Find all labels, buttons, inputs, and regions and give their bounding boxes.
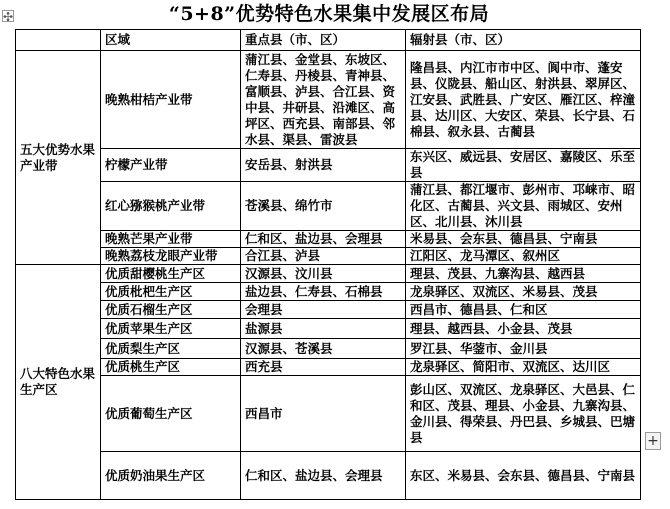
area-cell: 优质枇杷生产区	[101, 283, 241, 301]
key-counties-cell: 安岳县、射洪县	[241, 149, 406, 182]
area-cell: 优质桃生产区	[101, 359, 241, 376]
area-cell: 优质石榴生产区	[101, 301, 241, 319]
table-row	[16, 283, 641, 301]
radiating-counties-cell: 东兴区、威远县、安居区、嘉陵区、乐至县	[406, 149, 641, 182]
layout-table	[15, 29, 641, 500]
area-cell: 红心猕猴桃产业带	[101, 182, 241, 231]
table-row	[16, 376, 641, 452]
table-row	[16, 319, 641, 339]
table-row	[16, 339, 641, 359]
header-radiating-counties: 辐射县（市、区）	[406, 30, 641, 51]
radiating-counties-cell: 东区、米易县、会东县、德昌县、宁南县	[406, 452, 641, 500]
area-cell: 优质葡萄生产区	[101, 376, 241, 452]
group-cell-five-belts: 五大优势水果产业带	[16, 51, 101, 265]
table-row	[16, 265, 641, 283]
radiating-counties-cell: 米易县、会东县、德昌县、宁南县	[406, 231, 641, 248]
radiating-counties-cell: 龙泉驿区、双流区、米易县、茂县	[406, 283, 641, 301]
table-row	[16, 248, 641, 265]
area-cell: 优质奶油果生产区	[101, 452, 241, 500]
area-cell: 优质梨生产区	[101, 339, 241, 359]
radiating-counties-cell: 罗江县、华蓥市、金川县	[406, 339, 641, 359]
key-counties-cell: 西昌市	[241, 376, 406, 452]
area-cell: 晚熟柑桔产业带	[101, 51, 241, 149]
table-row	[16, 301, 641, 319]
header-area: 区域	[101, 30, 241, 51]
document-title: “5+8”优势特色水果集中发展区布局	[168, 3, 490, 25]
radiating-counties-cell: 西昌市、德昌县、仁和区	[406, 301, 641, 319]
table-row	[16, 452, 641, 500]
radiating-counties-cell: 理县、茂县、九寨沟县、越西县	[406, 265, 641, 283]
radiating-counties-cell: 蒲江县、都江堰市、彭州市、邛崃市、昭化区、古蔺县、兴文县、雨城区、安州区、北川县、沐川县	[406, 182, 641, 231]
table-header-row	[16, 30, 641, 51]
radiating-counties-cell: 隆昌县、内江市市中区、阆中市、蓬安县、仪陇县、船山区、射洪县、翠屏区、江安县、武胜县、广安区、雁江区、梓潼县、达川区、大安区、荣县、长宁县、石棉县、叙永县、古蔺县	[406, 51, 641, 149]
add-row-plus-icon[interactable]: +	[645, 432, 661, 450]
area-cell: 优质甜樱桃生产区	[101, 265, 241, 283]
area-cell: 晚熟荔枝龙眼产业带	[101, 248, 241, 265]
radiating-counties-cell: 理县、越西县、小金县、茂县	[406, 319, 641, 339]
header-key-counties: 重点县（市、区）	[241, 30, 406, 51]
key-counties-cell: 盐边县、仁寿县、石棉县	[241, 283, 406, 301]
key-counties-cell: 汉源县、汶川县	[241, 265, 406, 283]
key-counties-cell: 会理县	[241, 301, 406, 319]
table-row	[16, 149, 641, 182]
key-counties-cell: 西充县	[241, 359, 406, 376]
table-row	[16, 51, 641, 149]
table-row	[16, 182, 641, 231]
radiating-counties-cell: 江阳区、龙马潭区、叙州区	[406, 248, 641, 265]
header-group	[16, 30, 101, 51]
table-row	[16, 231, 641, 248]
table-row	[16, 359, 641, 376]
key-counties-cell: 汉源县、苍溪县	[241, 339, 406, 359]
key-counties-cell: 仁和区、盐边县、会理县	[241, 231, 406, 248]
area-cell: 优质苹果生产区	[101, 319, 241, 339]
area-cell: 晚熟芒果产业带	[101, 231, 241, 248]
table-move-handle-icon[interactable]: ✣	[3, 10, 14, 24]
group-cell-eight-zones: 八大特色水果生产区	[16, 265, 101, 500]
key-counties-cell: 苍溪县、绵竹市	[241, 182, 406, 231]
radiating-counties-cell: 彭山区、双流区、龙泉驿区、大邑县、仁和区、茂县、理县、小金县、九寨沟县、金川县、得荣县、丹巴县、乡城县、巴塘县	[406, 376, 641, 452]
key-counties-cell: 仁和区、盐边县、会理县	[241, 452, 406, 500]
key-counties-cell: 蒲江县、金堂县、东坡区、仁寿县、丹棱县、青神县、富顺县、泸县、合江县、资中县、井研县、沿滩区、高坪区、西充县、南部县、邻水县、渠县、雷波县	[241, 51, 406, 149]
key-counties-cell: 盐源县	[241, 319, 406, 339]
area-cell: 柠檬产业带	[101, 149, 241, 182]
radiating-counties-cell: 龙泉驿区、简阳市、双流区、达川区	[406, 359, 641, 376]
key-counties-cell: 合江县、泸县	[241, 248, 406, 265]
